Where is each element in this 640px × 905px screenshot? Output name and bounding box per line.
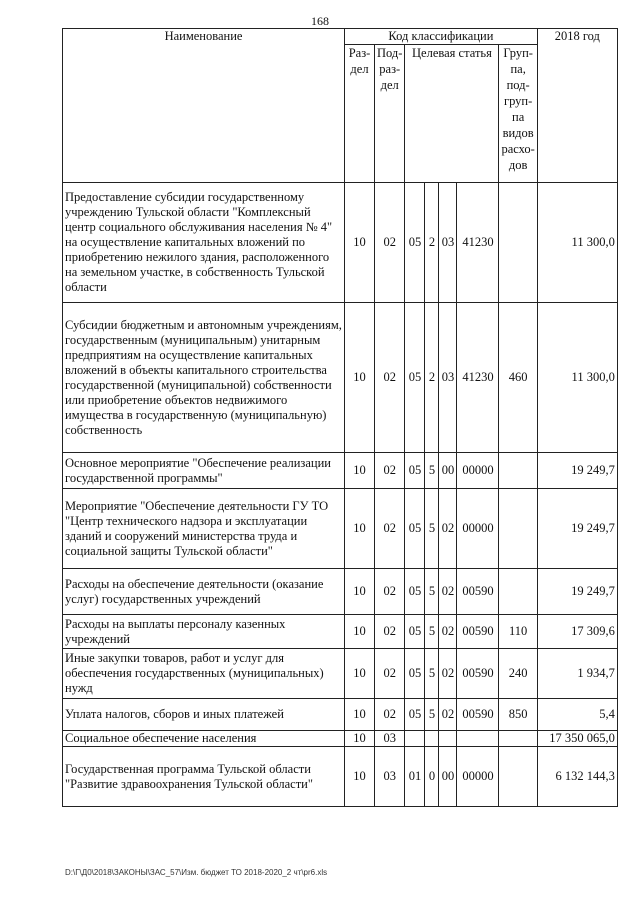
row-name: Государственная программа Тульской области "Развитие здравоохранения Тульской области" <box>63 747 345 807</box>
row-target-2: 5 <box>425 569 439 615</box>
row-target-1: 05 <box>405 649 425 699</box>
row-razdel: 10 <box>345 489 375 569</box>
row-target-1: 01 <box>405 747 425 807</box>
table-row <box>63 699 618 731</box>
row-target-2: 0 <box>425 747 439 807</box>
row-amount: 17 309,6 <box>537 615 617 649</box>
file-path-footer: D:\Г\Д0\2018\ЗАКОНЫ\ЗАС_57\Изм. бюджет ТО 2018-2020_2 чт\pr6.xls <box>65 868 328 877</box>
row-target-3: 03 <box>439 303 457 453</box>
row-target-3: 00 <box>439 453 457 489</box>
page-number: 168 <box>311 14 329 28</box>
row-podrazdel: 02 <box>375 183 405 303</box>
row-target-3: 02 <box>439 699 457 731</box>
row-target-4: 00000 <box>457 747 499 807</box>
table-row <box>63 615 618 649</box>
row-target-4: 00000 <box>457 489 499 569</box>
row-expense-group <box>499 489 537 569</box>
row-target-4 <box>457 731 499 747</box>
row-target-3: 02 <box>439 489 457 569</box>
row-amount: 19 249,7 <box>537 453 617 489</box>
table-row <box>63 183 618 303</box>
row-expense-group: 850 <box>499 699 537 731</box>
row-name: Расходы на обеспечение деятельности (оказание услуг) государственных учреждений <box>63 569 345 615</box>
header-classification: Код классификации <box>345 29 538 45</box>
table-row <box>63 747 618 807</box>
header-year: 2018 год <box>537 29 617 183</box>
row-amount: 19 249,7 <box>537 489 617 569</box>
row-amount: 11 300,0 <box>537 303 617 453</box>
row-expense-group: 460 <box>499 303 537 453</box>
row-razdel: 10 <box>345 569 375 615</box>
row-razdel: 10 <box>345 699 375 731</box>
row-expense-group <box>499 731 537 747</box>
row-expense-group <box>499 183 537 303</box>
row-target-2: 5 <box>425 699 439 731</box>
row-target-3: 02 <box>439 615 457 649</box>
row-amount: 11 300,0 <box>537 183 617 303</box>
row-target-2 <box>425 731 439 747</box>
row-target-3: 03 <box>439 183 457 303</box>
table-row <box>63 731 618 747</box>
row-amount: 5,4 <box>537 699 617 731</box>
table-row <box>63 649 618 699</box>
row-name: Мероприятие "Обеспечение деятельности ГУ ТО "Центр технического надзора и эксплуатации зданий и сооружений министерства труда и социальной защиты Тульской области" <box>63 489 345 569</box>
row-podrazdel: 02 <box>375 303 405 453</box>
table-row <box>63 569 618 615</box>
budget-table <box>62 28 618 807</box>
row-target-4: 41230 <box>457 183 499 303</box>
row-target-1: 05 <box>405 699 425 731</box>
row-podrazdel: 02 <box>375 489 405 569</box>
row-podrazdel: 02 <box>375 649 405 699</box>
header-target-article: Целевая статья <box>405 45 499 183</box>
row-podrazdel: 03 <box>375 747 405 807</box>
row-target-1: 05 <box>405 183 425 303</box>
row-podrazdel: 02 <box>375 453 405 489</box>
row-target-4: 00590 <box>457 569 499 615</box>
row-target-1: 05 <box>405 615 425 649</box>
row-target-4: 00590 <box>457 649 499 699</box>
header-expense-group: Груп- па, под- груп- па видов расхо- дов <box>499 45 537 183</box>
row-target-4: 00590 <box>457 615 499 649</box>
row-target-2: 2 <box>425 303 439 453</box>
row-razdel: 10 <box>345 747 375 807</box>
row-name: Предоставление субсидии государственному учреждению Тульской области "Комплексный центр социального обслуживания населения № 4" на осуществление капитальных вложений по приобретению нежилого здания, расположенного на земельном участке, в собственность Тульской области <box>63 183 345 303</box>
header-name: Наименование <box>63 29 345 183</box>
row-target-4: 00000 <box>457 453 499 489</box>
row-podrazdel: 02 <box>375 569 405 615</box>
row-razdel: 10 <box>345 615 375 649</box>
row-podrazdel: 02 <box>375 615 405 649</box>
row-expense-group: 110 <box>499 615 537 649</box>
header-podrazdel: Под- раз- дел <box>375 45 405 183</box>
row-podrazdel: 03 <box>375 731 405 747</box>
row-target-2: 2 <box>425 183 439 303</box>
row-target-2: 5 <box>425 615 439 649</box>
row-expense-group <box>499 569 537 615</box>
row-name: Социальное обеспечение населения <box>63 731 345 747</box>
header-razdel: Раз- дел <box>345 45 375 183</box>
row-target-1: 05 <box>405 489 425 569</box>
row-razdel: 10 <box>345 183 375 303</box>
row-expense-group <box>499 453 537 489</box>
row-name: Основное мероприятие "Обеспечение реализации государственной программы" <box>63 453 345 489</box>
row-amount: 19 249,7 <box>537 569 617 615</box>
row-name: Расходы на выплаты персоналу казенных учреждений <box>63 615 345 649</box>
row-target-1: 05 <box>405 303 425 453</box>
row-target-1: 05 <box>405 453 425 489</box>
row-expense-group: 240 <box>499 649 537 699</box>
row-expense-group <box>499 747 537 807</box>
row-amount: 17 350 065,0 <box>537 731 617 747</box>
table-row <box>63 303 618 453</box>
row-target-4: 41230 <box>457 303 499 453</box>
row-amount: 6 132 144,3 <box>537 747 617 807</box>
row-target-1: 05 <box>405 569 425 615</box>
row-target-3 <box>439 731 457 747</box>
row-razdel: 10 <box>345 453 375 489</box>
row-razdel: 10 <box>345 649 375 699</box>
row-amount: 1 934,7 <box>537 649 617 699</box>
row-target-3: 02 <box>439 649 457 699</box>
row-target-2: 5 <box>425 453 439 489</box>
row-target-3: 00 <box>439 747 457 807</box>
table-row <box>63 489 618 569</box>
row-target-3: 02 <box>439 569 457 615</box>
row-razdel: 10 <box>345 303 375 453</box>
row-target-1 <box>405 731 425 747</box>
row-target-2: 5 <box>425 649 439 699</box>
row-podrazdel: 02 <box>375 699 405 731</box>
row-target-2: 5 <box>425 489 439 569</box>
row-name: Субсидии бюджетным и автономным учреждениям, государственным (муниципальным) унитарным предприятиям на осуществление капитальных вложений в объекты капитального строительства государственной (муниципальной) собственности или приобретение объектов недвижимого имущества в государственную (муниципальную) собственность <box>63 303 345 453</box>
table-row <box>63 453 618 489</box>
row-name: Уплата налогов, сборов и иных платежей <box>63 699 345 731</box>
row-name: Иные закупки товаров, работ и услуг для обеспечения государственных (муниципальных) нужд <box>63 649 345 699</box>
row-target-4: 00590 <box>457 699 499 731</box>
row-razdel: 10 <box>345 731 375 747</box>
